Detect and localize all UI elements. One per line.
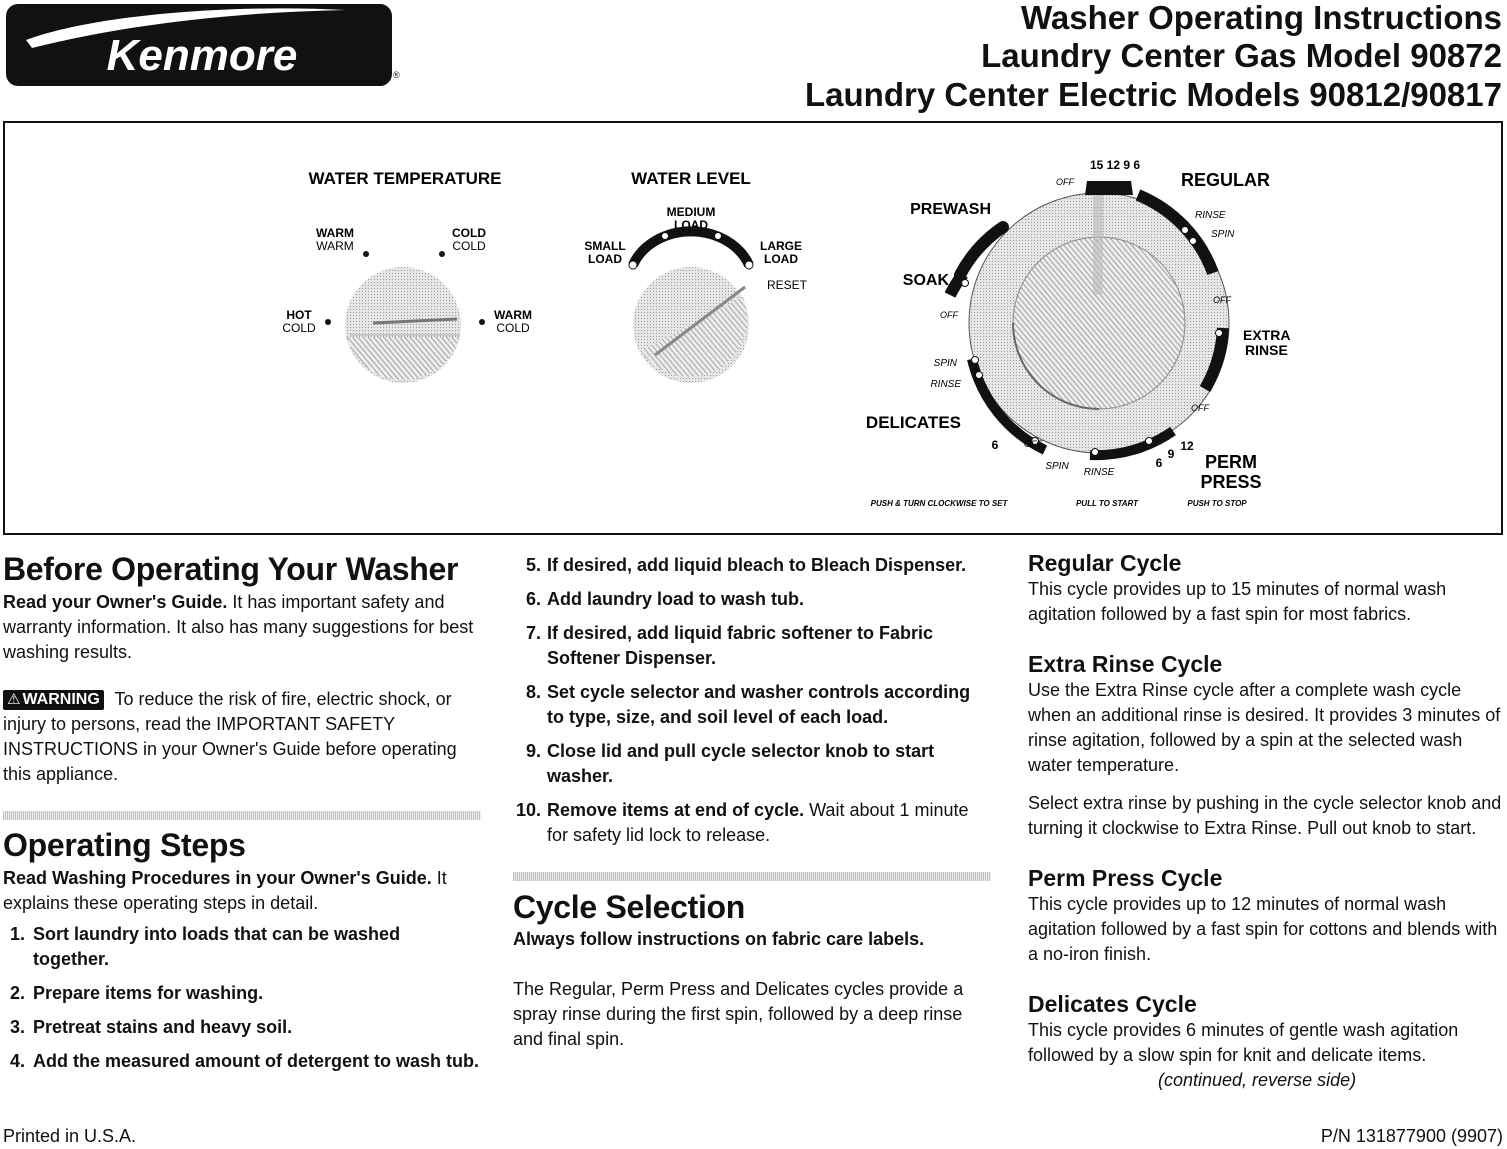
section-divider — [3, 811, 481, 820]
control-panel-diagram — [3, 121, 1503, 535]
prewash-label: PREWASH — [910, 201, 991, 218]
delicates-cycle-title: Delicates Cycle — [1028, 991, 1197, 1017]
operating-steps-list-continued — [513, 553, 991, 848]
step-item: 5. If desired, add liquid bleach to Bleach Dispenser. — [525, 555, 967, 575]
step-item: 6. Add laundry load to wash tub. — [525, 589, 805, 609]
cycle-selection-body: The Regular, Perm Press and Delicates cycles provide a spray rinse during the first spin, followed by a deep rinse and final spin. — [513, 979, 964, 1049]
step-item: 7. If desired, add liquid fabric softener to Fabric Softener Dispenser. — [525, 623, 934, 668]
off-label-left: OFF — [940, 310, 958, 320]
cycle-selection-title: Cycle Selection — [513, 889, 746, 925]
perm-spin-label: SPIN — [1045, 461, 1069, 472]
logo-text: Kenmore — [106, 31, 298, 80]
delicates-cycle-body: This cycle provides 6 minutes of gentle wash agitation followed by a slow spin for knit and delicate items.(continued, reverse side) — [1028, 1020, 1459, 1090]
registered-mark: ® — [393, 70, 400, 80]
pull-start-instruction: PULL TO START — [1075, 499, 1139, 508]
kenmore-logo — [6, 4, 392, 86]
level-small-load: LOAD — [588, 252, 622, 266]
step-item: 2. Prepare items for washing. — [9, 983, 264, 1003]
header-electric-models: Laundry Center Electric Models 90812/90817 — [805, 76, 1502, 113]
water-level-title: WATER LEVEL — [631, 169, 751, 188]
regular-spin-label: SPIN — [1211, 229, 1235, 240]
off-label-bottom: OFF — [1024, 439, 1042, 449]
extra-rinse-label-1: EXTRA — [1243, 327, 1291, 343]
delicates-6-minutes: 6 — [991, 438, 999, 452]
extra-rinse-cycle-body: Use the Extra Rinse cycle after a complete wash cycle when an additional rinse is desired. It provides 3 minutes of rinse agitation, followed by a spin at the selected wash water temperature. — [1028, 680, 1501, 775]
regular-rinse-label: RINSE — [1195, 210, 1226, 221]
perm-9-minutes: 9 — [1167, 447, 1175, 461]
step-item: 8. Set cycle selector and washer controls according to type, size, and soil level of each load. — [525, 682, 971, 727]
level-medium-label: MEDIUM — [666, 205, 716, 219]
regular-cycle-title: Regular Cycle — [1028, 550, 1182, 576]
off-label-lower-right: OFF — [1191, 403, 1209, 413]
section-divider — [513, 872, 991, 881]
off-label-right: OFF — [1213, 295, 1231, 305]
level-small-label: SMALL — [584, 239, 626, 253]
temp-hot-cold-bottom: COLD — [282, 321, 316, 335]
temp-warm-warm-top: WARM — [316, 226, 354, 240]
step-item: 10. Remove items at end of cycle. Wait about 1 minute for safety lid lock to release. — [515, 800, 969, 845]
column-right — [1028, 550, 1506, 1093]
step-item: 3. Pretreat stains and heavy soil. — [9, 1017, 293, 1037]
column-left — [3, 550, 481, 1083]
operating-steps-list — [3, 922, 481, 1074]
delicates-label: DELICATES — [865, 413, 961, 432]
extra-rinse-cycle-title: Extra Rinse Cycle — [1028, 651, 1223, 677]
operating-steps-title: Operating Steps — [3, 827, 246, 863]
off-label-top: OFF — [1056, 177, 1074, 187]
regular-minutes: 15 12 9 6 — [1089, 158, 1141, 172]
water-temperature-title: WATER TEMPERATURE — [308, 169, 502, 188]
step-item: 1. Sort laundry into loads that can be washed together. — [9, 924, 401, 969]
perm-6-minutes: 6 — [1155, 456, 1163, 470]
cycle-selection-subtitle: Always follow instructions on fabric care labels. — [513, 929, 925, 949]
printed-in-usa: Printed in U.S.A. — [3, 1126, 137, 1146]
temp-hot-cold-top: HOT — [286, 308, 312, 322]
step-item: 4. Add the measured amount of detergent to wash tub. — [9, 1051, 480, 1071]
push-stop-instruction: PUSH TO STOP — [1187, 499, 1247, 508]
perm-press-cycle-body: This cycle provides up to 12 minutes of normal wash agitation followed by a fast spin for cottons and blends with a no-iron finish. — [1028, 894, 1498, 964]
temp-warm-cold-bottom: COLD — [496, 321, 530, 335]
warning-badge: ⚠ WARNING — [3, 690, 104, 710]
level-reset-label: RESET — [766, 278, 808, 292]
perm-12-minutes: 12 — [1180, 439, 1194, 453]
extra-rinse-cycle-instructions: Select extra rinse by pushing in the cycle selector knob and turning it clockwise to Extra Rinse. Pull out knob to start. — [1028, 793, 1502, 838]
delicates-rinse-label: RINSE — [930, 379, 961, 390]
temp-cold-cold-top: COLD — [452, 226, 486, 240]
operating-steps-lead: Read Washing Procedures in your Owner's Guide. It explains these operating steps in detail. — [3, 868, 447, 913]
temp-warm-warm-bottom: WARM — [316, 239, 354, 253]
temp-cold-cold-bottom: COLD — [452, 239, 486, 253]
warning-paragraph: ⚠ WARNING To reduce the risk of fire, electric shock, or injury to persons, read the IMPORTANT SAFETY INSTRUCTIONS in your Owner's Guide before operating this appliance. — [3, 689, 457, 784]
temp-warm-cold-top: WARM — [494, 308, 532, 322]
delicates-spin-label: SPIN — [933, 358, 957, 369]
extra-rinse-label-2: RINSE — [1245, 342, 1288, 358]
level-large-load: LOAD — [764, 252, 798, 266]
perm-press-label-2: PRESS — [1200, 472, 1262, 492]
level-medium-load: LOAD — [674, 218, 708, 232]
perm-press-label-1: PERM — [1204, 452, 1258, 472]
header-gas-model: Laundry Center Gas Model 90872 — [981, 37, 1502, 74]
continued-note: (continued, reverse side) — [1158, 1070, 1357, 1090]
warning-triangle-icon: ⚠ — [7, 691, 21, 708]
regular-cycle-body: This cycle provides up to 15 minutes of normal wash agitation followed by a fast spin for most fabrics. — [1028, 579, 1447, 624]
perm-rinse-label: RINSE — [1083, 467, 1115, 478]
before-operating-title: Before Operating Your Washer — [3, 551, 459, 587]
push-turn-instruction: PUSH & TURN CLOCKWISE TO SET — [870, 499, 1008, 508]
regular-label: REGULAR — [1181, 170, 1270, 190]
soak-label: SOAK — [902, 272, 949, 289]
header-title: Washer Operating Instructions — [1020, 0, 1502, 36]
column-middle — [513, 553, 991, 1052]
before-operating-lead: Read your Owner's Guide. It has important safety and warranty information. It also has many suggestions for best washing results. — [3, 592, 474, 662]
step-item: 9. Close lid and pull cycle selector knob to start washer. — [525, 741, 935, 786]
perm-press-cycle-title: Perm Press Cycle — [1028, 865, 1223, 891]
level-large-label: LARGE — [760, 239, 802, 253]
part-number: P/N 131877900 (9907) — [1320, 1126, 1503, 1146]
